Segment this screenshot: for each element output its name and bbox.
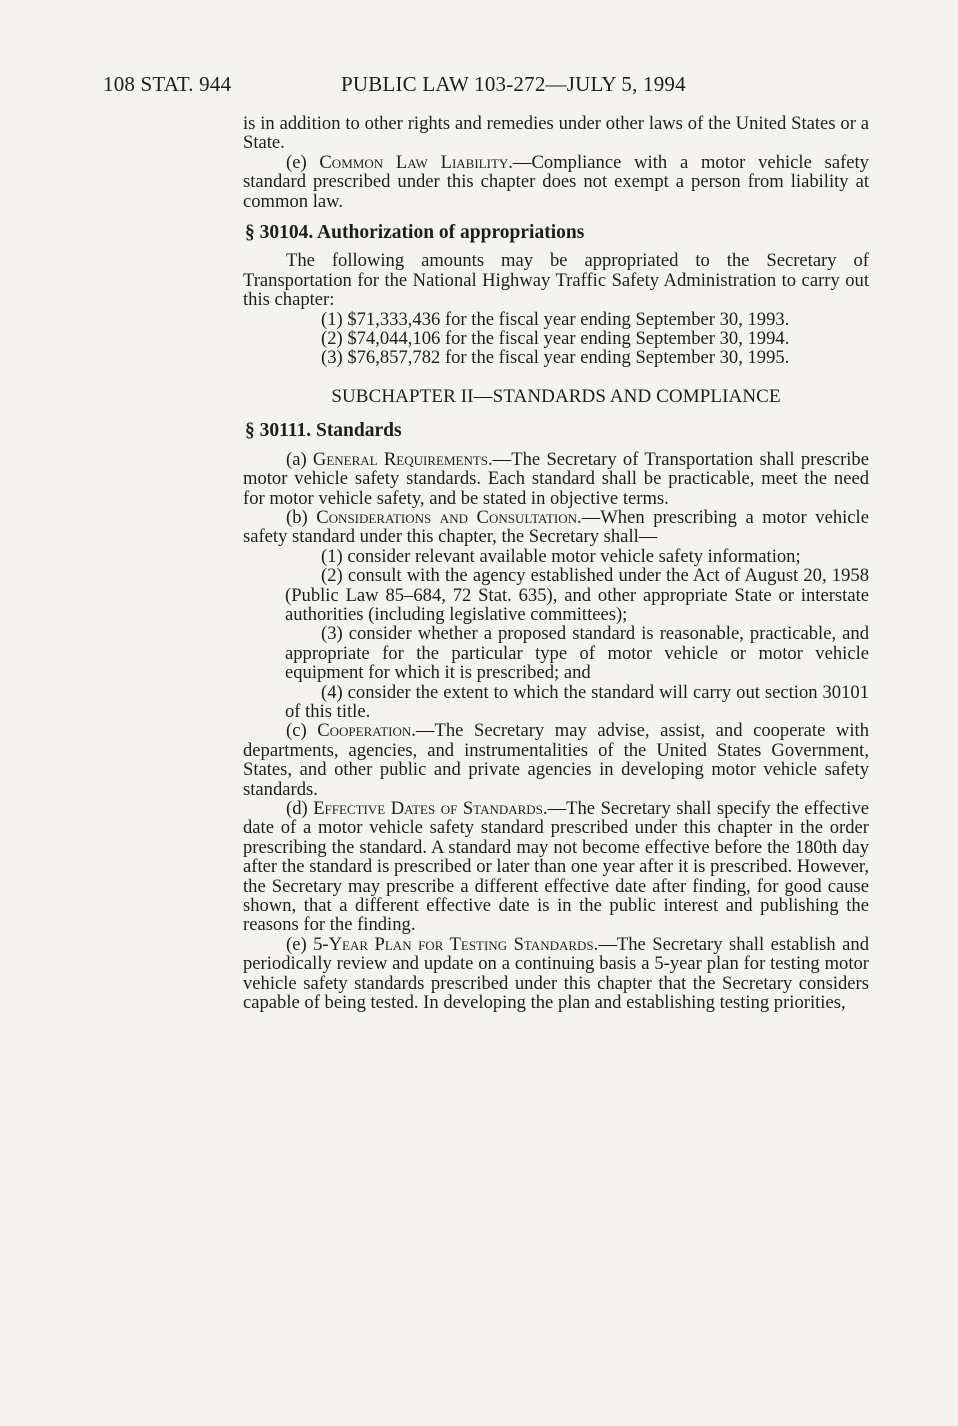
subsection-text: —The Secretary shall establish and periodically review and update on a continuing basis a 5-year plan for testing motor vehicle safety standards prescribed under this chapter that the Secretary considers capable of being tested. In developing the plan and establishing testing priorities, bbox=[243, 933, 869, 1014]
subsection-d-effective-dates bbox=[243, 799, 869, 935]
section-30104-heading: § 30104. Authorization of appropriations bbox=[245, 222, 585, 244]
consideration-item: (3) consider whether a proposed standard is reasonable, practicable, and appropriate for the particular type of motor vehicle or motor vehicle equipment for which it is prescribed; and bbox=[285, 623, 869, 684]
subsection-number: (e) bbox=[286, 933, 314, 955]
subsection-heading: Cooperation. bbox=[317, 720, 416, 742]
subsection-text: —The Secretary may advise, assist, and cooperate with departments, agencies, and instrumentalities of the United States Government, States, and other public and private agencies in developing motor vehicle safety standards. bbox=[243, 720, 869, 800]
subsection-e-common-law bbox=[243, 153, 869, 211]
section-30104-intro: The following amounts may be appropriated to the Secretary of Transportation for the National Highway Traffic Safety Administration to carry out this chapter: bbox=[243, 250, 869, 311]
subsection-heading: Common Law Liability. bbox=[319, 151, 513, 173]
paragraph-continuation: is in addition to other rights and remedies under other laws of the United States or a State. bbox=[243, 113, 869, 154]
appropriation-item: (3) $76,857,782 for the fiscal year ending September 30, 1995. bbox=[321, 347, 790, 369]
stat-page-number: 108 STAT. 944 bbox=[103, 72, 232, 96]
subsection-heading: General Requirements. bbox=[312, 448, 493, 470]
consideration-item: (2) consult with the agency established under the Act of August 20, 1958 (Public Law 85–684, 72 Stat. 635), and other appropriate State or interstate authorities (including legislative committees); bbox=[285, 565, 869, 625]
subsection-text: —The Secretary shall specify the effective date of a motor vehicle safety standard prescribed under this chapter in the order prescribing the standard. A standard may not become effective before the 180th day after the standard is prescribed or later than one year after it is prescribed. However, the Secretary may prescribe a different effective date after finding, for good cause shown, that a different effective date is in the public interest and publishing the reasons for the finding. bbox=[243, 798, 869, 936]
subsection-number: (a) bbox=[286, 448, 313, 470]
subsection-c-cooperation bbox=[243, 721, 869, 799]
subchapter-title: SUBCHAPTER II—STANDARDS AND COMPLIANCE bbox=[331, 385, 781, 407]
consideration-item: (4) consider the extent to which the standard will carry out section 30101 of this title. bbox=[285, 681, 869, 722]
subsection-a-general-requirements bbox=[243, 450, 869, 508]
subsection-number: (b) bbox=[286, 506, 317, 528]
subsection-text: —When prescribing a motor vehicle safety standard under this chapter, the Secretary shall— bbox=[243, 506, 869, 548]
consideration-item: (1) consider relevant available motor vehicle safety information; bbox=[321, 545, 801, 567]
subsection-heading: 5-Year Plan for Testing Standards. bbox=[313, 933, 599, 955]
section-30111-heading: § 30111. Standards bbox=[245, 420, 402, 442]
subsection-text: —Compliance with a motor vehicle safety standard prescribed under this chapter does not exempt a person from liability at common law. bbox=[243, 151, 869, 212]
subsection-number: (d) bbox=[286, 798, 314, 819]
appropriation-item: (2) $74,044,106 for the fiscal year ending September 30, 1994. bbox=[321, 328, 790, 350]
subsection-heading: Effective Dates of Standards. bbox=[313, 798, 548, 819]
subsection-b-considerations bbox=[243, 508, 869, 547]
appropriation-item: (1) $71,333,436 for the fiscal year ending September 30, 1993. bbox=[321, 308, 790, 330]
subsection-e-testing-plan bbox=[243, 935, 869, 1013]
subsection-number: (e) bbox=[286, 151, 320, 173]
subsection-heading: Considerations and Consultation. bbox=[316, 506, 582, 528]
subsection-text: —The Secretary of Transportation shall prescribe motor vehicle safety standards. Each standard shall be practicable, meet the need for motor vehicle safety, and be stated in objective terms. bbox=[243, 448, 869, 509]
page-header bbox=[103, 72, 763, 106]
public-law-title: PUBLIC LAW 103-272—JULY 5, 1994 bbox=[341, 72, 686, 96]
subsection-number: (c) bbox=[286, 720, 318, 742]
page-body bbox=[243, 114, 869, 1012]
